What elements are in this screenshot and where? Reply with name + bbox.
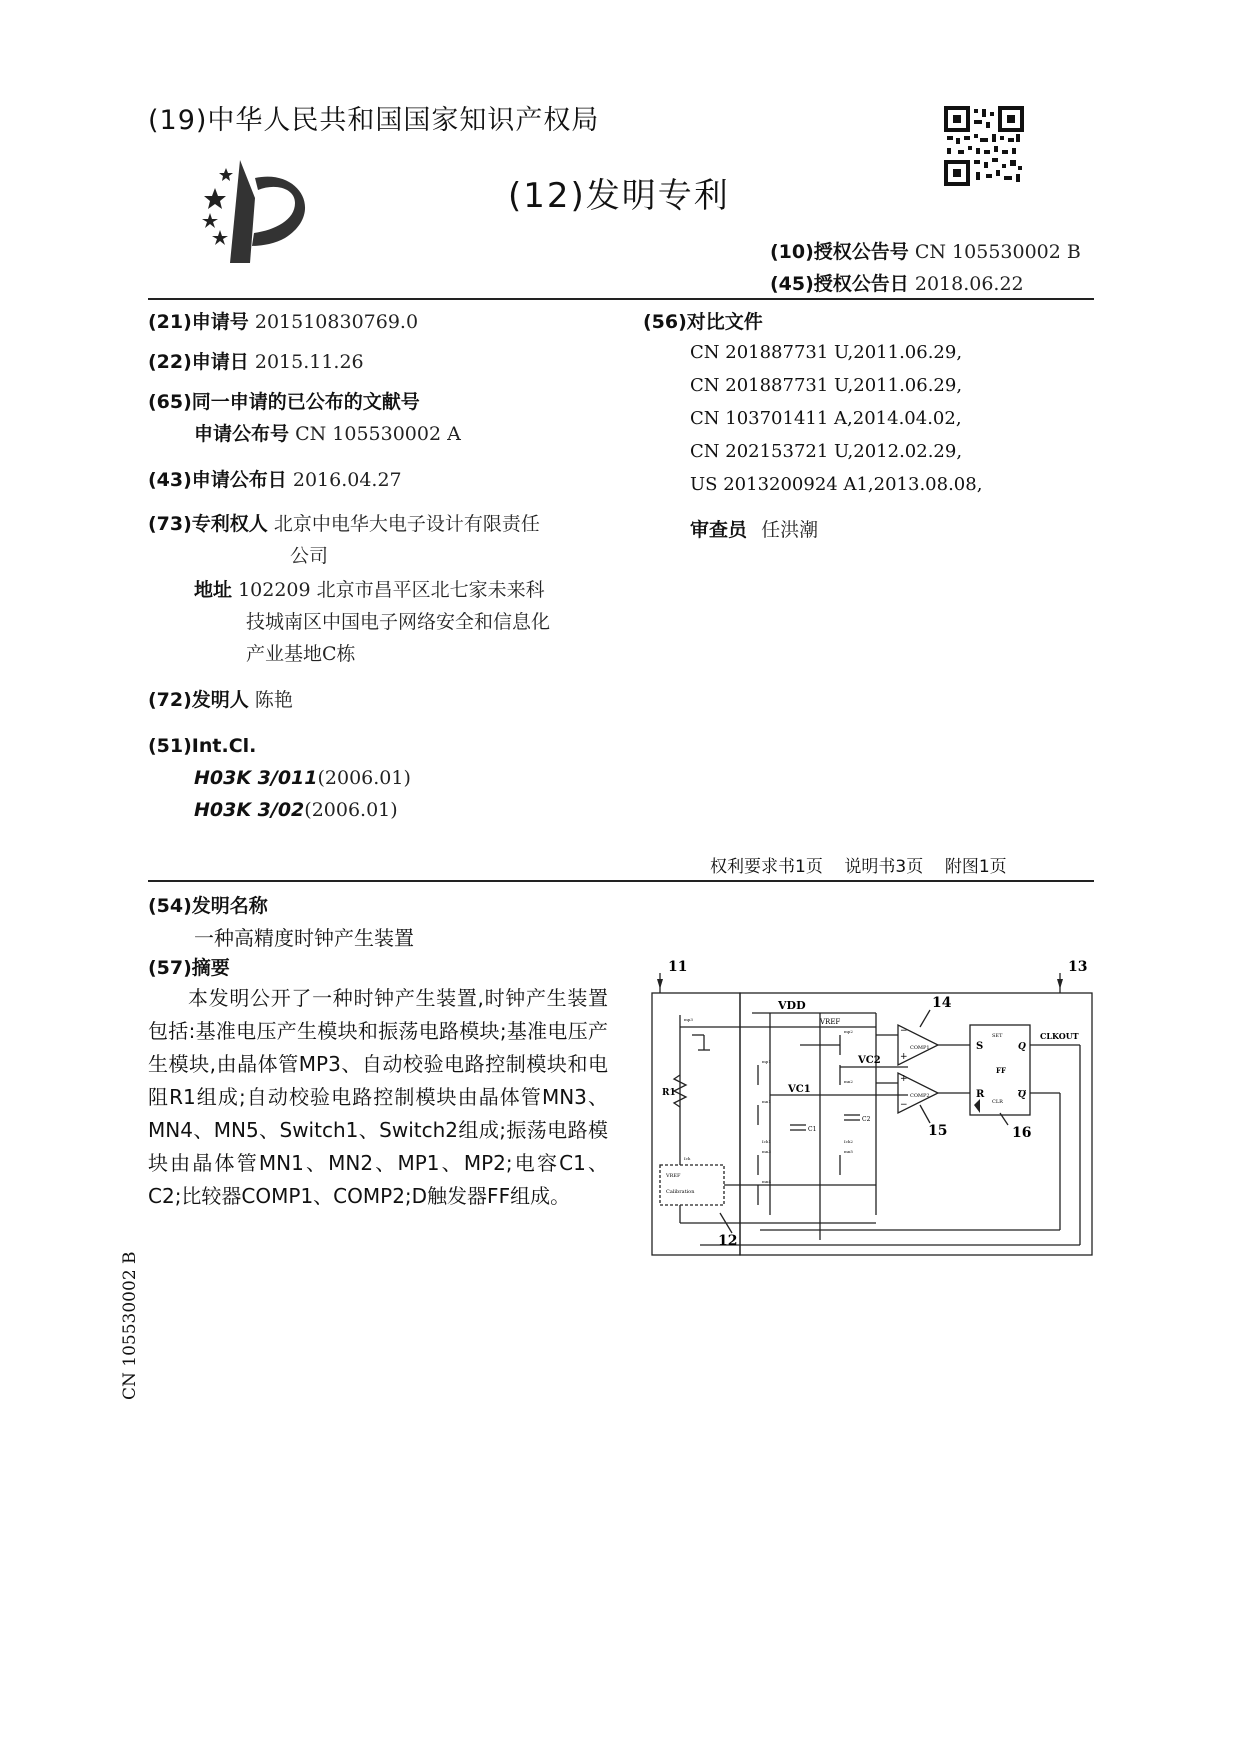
mp3-label: mp3 [684,1017,693,1022]
pub-no-label: 申请公布号 [194,423,290,445]
mn3-label: mn3 [762,1149,771,1154]
address-line3: 产业基地C栋 [246,643,356,665]
patentee [148,508,540,540]
mn2-label: mn2 [844,1079,853,1084]
c2-label: C2 [862,1116,871,1123]
grant-pub-date-value: 2018.06.22 [914,273,1024,295]
grant-pub-date [770,269,1024,296]
ref-item: US 2013200924 A1,2013.08.08, [690,474,983,495]
abstract-label: (57)摘要 [148,957,230,979]
ich2-label: Ich2 [844,1139,853,1144]
c1-label: C1 [808,1126,817,1133]
label-11: 11 [668,959,688,975]
patentee-line1: 北京中电华大电子设计有限责任 [273,513,540,535]
ff-q-label: Q [1018,1042,1026,1052]
vc1-label: VC1 [788,1084,811,1095]
logo-stroke-2 [252,177,305,246]
patentee-label: (73)专利权人 [148,513,268,535]
clkout-label: CLKOUT [1040,1031,1079,1041]
refs-label: (56)对比文件 [643,311,763,333]
address [194,574,545,606]
grant-pub-no-value: CN 105530002 B [914,241,1081,263]
comp1-label: COMP1 [910,1045,930,1051]
circuit-diagram [640,955,1100,1265]
label-12: 12 [718,1233,738,1249]
intcl-2-code: H03K 3/02 [194,799,305,821]
vref-label: VREF [820,1018,841,1026]
r1-label: R1 [662,1088,676,1098]
app-date [148,346,364,378]
comp2-minus: − [900,1100,908,1110]
app-no [148,306,418,338]
app-no-value: 201510830769.0 [254,311,419,333]
label-14: 14 [932,995,952,1011]
ref-item: CN 201887731 U,2011.06.29, [690,342,963,363]
ff-clr-label: CLR [992,1099,1003,1105]
comp1-plus: + [900,1052,908,1062]
address-line2: 技城南区中国电子网络安全和信息化 [246,611,551,633]
mn1-label: mn1 [762,1099,771,1104]
mp2-label: mp2 [844,1029,853,1034]
mid-rule [148,880,1094,882]
ich1-label: Ich1 [762,1139,771,1144]
logo-star-4 [219,168,233,181]
pub-no-value: CN 105530002 A [295,423,461,445]
intcl-1-ver: (2006.01) [317,767,411,789]
ff-r-label: R [976,1089,985,1100]
title-label: (54)发明名称 [148,895,268,917]
label-16: 16 [1012,1125,1032,1141]
calib-vref-label: VREF [666,1173,681,1179]
side-pub-no: CN 105530002 B [120,1251,140,1400]
grant-pub-no-label: (10)授权公告号 [770,241,909,263]
comp1-minus: − [900,1026,908,1036]
intcl-1 [194,762,411,794]
mn5-label: mn5 [844,1149,853,1154]
ref-item: CN 202153721 U,2012.02.29, [690,441,963,462]
comp2-label: COMP2 [910,1093,930,1099]
app-no-label: (21)申请号 [148,311,249,333]
mn4-label: mn4 [762,1179,771,1184]
logo-star-3 [212,230,228,245]
logo-stroke-1 [230,160,255,263]
app-date-value: 2015.11.26 [254,351,364,373]
vc2-label: VC2 [858,1055,881,1066]
pub-date-value: 2016.04.27 [292,469,402,491]
intcl-label: (51)Int.Cl. [148,735,257,757]
label-13: 13 [1068,959,1088,975]
ref-item: CN 201887731 U,2011.06.29, [690,375,963,396]
app-date-label: (22)申请日 [148,351,249,373]
calibration-label: Calibration [666,1189,695,1195]
invention-title: 一种高精度时钟产生装置 [194,926,414,950]
qr-code [944,106,1024,186]
ff-label: FF [996,1066,1006,1075]
block-11-box [652,993,740,1255]
ff-set-label: SET [992,1033,1003,1039]
patent-office: (19)中华人民共和国国家知识产权局 [148,105,600,136]
pub-date [148,464,402,496]
calibration-box [660,1165,724,1205]
ff-qbar-label: Q [1018,1090,1026,1100]
inventor-value: 陈艳 [254,689,293,711]
grant-pub-date-label: (45)授权公告日 [770,273,909,295]
vdd-label: VDD [778,999,806,1012]
sipo-logo [200,158,330,268]
examiner [690,514,818,546]
grant-pub-no [770,237,1081,264]
top-rule [148,298,1094,300]
ref-item: CN 103701411 A,2014.04.02, [690,408,962,429]
label-15: 15 [928,1123,948,1139]
pages-summary: 权利要求书1页 说明书3页 附图1页 [710,857,1007,877]
ich-label: Ich [684,1156,691,1161]
logo-star-2 [202,213,218,228]
logo-star-1 [204,188,226,209]
address-label: 地址 [194,579,233,601]
inventor-label: (72)发明人 [148,689,249,711]
patent-type: (12)发明专利 [508,176,730,216]
intcl-2 [194,794,398,826]
examiner-label: 审查员 [690,519,748,541]
pub-date-label: (43)申请公布日 [148,469,287,491]
inventor [148,684,293,716]
examiner-value: 任洪潮 [761,519,819,541]
address-line1: 102209 北京市昌平区北七家未来科 [238,579,545,601]
ff-s-label: S [976,1041,984,1052]
intcl-1-code: H03K 3/011 [194,767,318,789]
mp1-label: mp1 [762,1059,771,1064]
patentee-line2: 公司 [290,545,329,567]
comp2-plus: + [900,1074,908,1084]
intcl-2-ver: (2006.01) [304,799,398,821]
abstract-text: 本发明公开了一种时钟产生装置,时钟产生装置包括:基准电压产生模块和振荡电路模块;基准电压产生模块,由晶体管MP3、自动校验电路控制模块和电阻R1组成;自动校验电路控制模块由晶体管MN3、MN4、MN5、Switch1、Switch2组成;振荡电路模块由晶体管MN1、MN2、MP1、MP2;电容C1、C2;比较器COMP1、COMP2;D触发器FF组成。 [148,986,608,1208]
prior-pub-label: (65)同一申请的已公布的文献号 [148,391,420,413]
pub-no [194,418,461,450]
